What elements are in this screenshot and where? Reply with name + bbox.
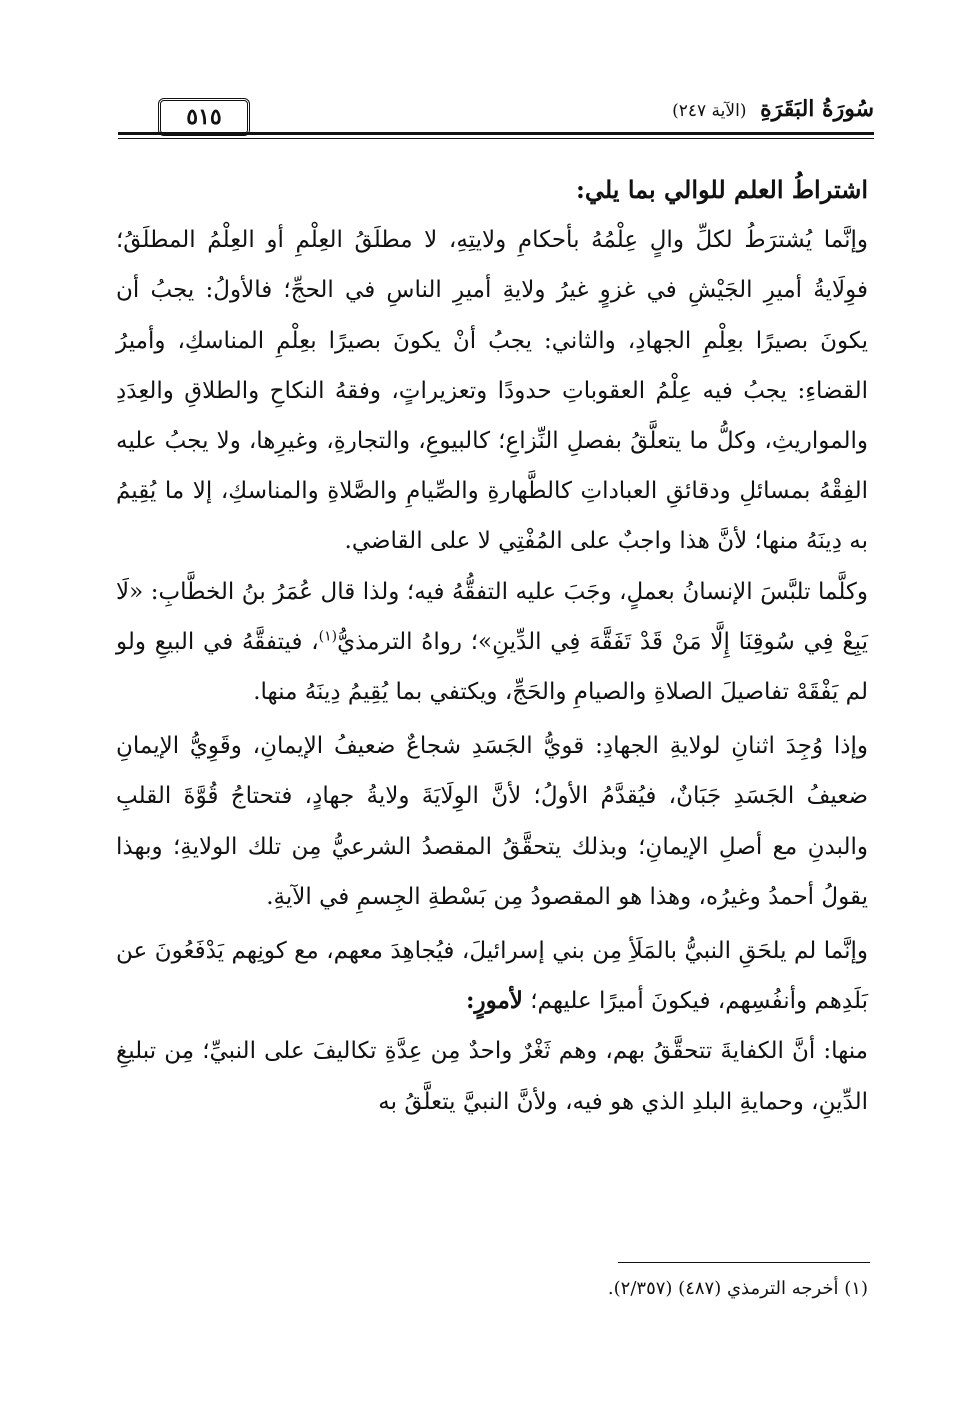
section-heading: اشتراطُ العلم للوالي بما يلي: bbox=[575, 175, 868, 204]
header-rule-thin bbox=[118, 138, 874, 139]
paragraph-4-bold: لأمورٍ: bbox=[465, 987, 523, 1015]
page-number: ٥١٥ bbox=[158, 98, 250, 136]
paragraph-4-text: وإنَّما لم يلحَقِ النبيُّ بالمَلَأِ مِن بني إسرائيلَ، فيُجاهِدَ معهم، مع كونِهم يَدْفَعُونَ عن بَلَدِهم وأنفُسِهم، فيكونَ أميرًا عليهم؛ bbox=[116, 938, 868, 1015]
footnote-divider bbox=[618, 1262, 870, 1263]
paragraph-2 bbox=[116, 567, 868, 718]
footnote: (١) أخرجه الترمذي (٤٨٧) (٢/٣٥٧). bbox=[607, 1278, 868, 1299]
paragraph-1: وإنَّما يُشترَطُ لكلِّ والٍ عِلْمُهُ بأحكامِ ولايتِهِ، لا مطلَقُ العِلْمِ أو العِلْمُ المطلَقُ؛ فوِلَايةُ أميرِ الجَيْشِ في غزوٍ غيرُ ولايةِ أميرِ الناسِ في الحجِّ؛ فالأولُ: يجبُ أن يكونَ بصيرًا بعِلْمِ الجهادِ، والثاني: يجبُ أنْ يكونَ بصيرًا بعِلْمِ المناسكِ، وأميرُ القضاءِ: يجبُ فيه عِلْمُ العقوباتِ حدودًا وتعزيراتٍ، وفقهُ النكاحِ والطلاقِ والعِدَدِ والمواريثِ، وكلُّ ما يتعلَّقُ بفصلِ النِّزاعِ؛ كالبيوعِ، والتجارةِ، وغيرِها، ولا يجبُ عليه الفِقْهُ بمسائلِ ودقائقِ العباداتِ كالطَّهارةِ والصِّيامِ والصَّلاةِ والمناسكِ، إلا ما يُقِيمُ به دِينَهُ منها؛ لأنَّ هذا واجبٌ على المُفْتِي لا على القاضي. bbox=[116, 227, 868, 555]
header-rule-thick bbox=[118, 132, 874, 135]
paragraph-2-text-a: وكلَّما تلبَّسَ الإنسانُ بعملٍ، وجَبَ عليه التفقُّهُ فيه؛ ولذا قال عُمَرُ بنُ الخطَّابِ: «لَا يَبِعْ فِي سُوقِنَا إِلَّا مَنْ قَدْ تَفَقَّهَ فِي الدِّينِ»؛ رواهُ الترمذيُّ bbox=[116, 578, 868, 655]
page-body bbox=[116, 165, 868, 1253]
paragraph-2-text-b: ، فيتفقَّهُ في البيعِ ولو لم يَفْقَهْ تفاصيلَ الصلاةِ والصيامِ والحَجِّ، ويكتفي بما يُقِيمُ دِينَهُ منها. bbox=[116, 628, 868, 706]
paragraph-3: وإذا وُجِدَ اثنانِ لولايةِ الجهادِ: قويُّ الجَسَدِ شجاعٌ ضعيفُ الإيمانِ، وقَوِيُّ الإيمانِ ضعيفُ الجَسَدِ جَبَانٌ، فيُقدَّمُ الأولُ؛ لأنَّ الوِلَايَةَ ولايةُ جهادٍ، فتحتاجُ قُوَّةَ القلبِ والبدنِ مع أصلِ الإيمانِ؛ وبذلك يتحقَّقُ المقصدُ الشرعيُّ مِن تلك الولايةِ؛ وبهذا يقولُ أحمدُ وغيرُه، وهذا هو المقصودُ مِن بَسْطةِ الجِسمِ في الآيةِ. bbox=[116, 733, 868, 910]
footnote-reference[interactable]: (١) bbox=[318, 628, 338, 645]
verse-reference: (الآية ٢٤٧) bbox=[672, 101, 747, 121]
running-title bbox=[672, 96, 874, 122]
paragraph-4 bbox=[116, 926, 868, 1026]
surah-title: سُورَةُ البَقَرَةِ bbox=[760, 96, 874, 122]
paragraph-5: منها: أنَّ الكفايةَ تتحقَّقُ بهم، وهم ثَغْرٌ واحدٌ مِن عِدَّةِ تكاليفَ على النبيِّ؛ مِن تبليغِ الدِّينِ، وحمايةِ البلدِ الذي هو فيه، ولأنَّ النبيَّ يتعلَّقُ به bbox=[116, 1038, 868, 1115]
page-header bbox=[118, 92, 874, 144]
